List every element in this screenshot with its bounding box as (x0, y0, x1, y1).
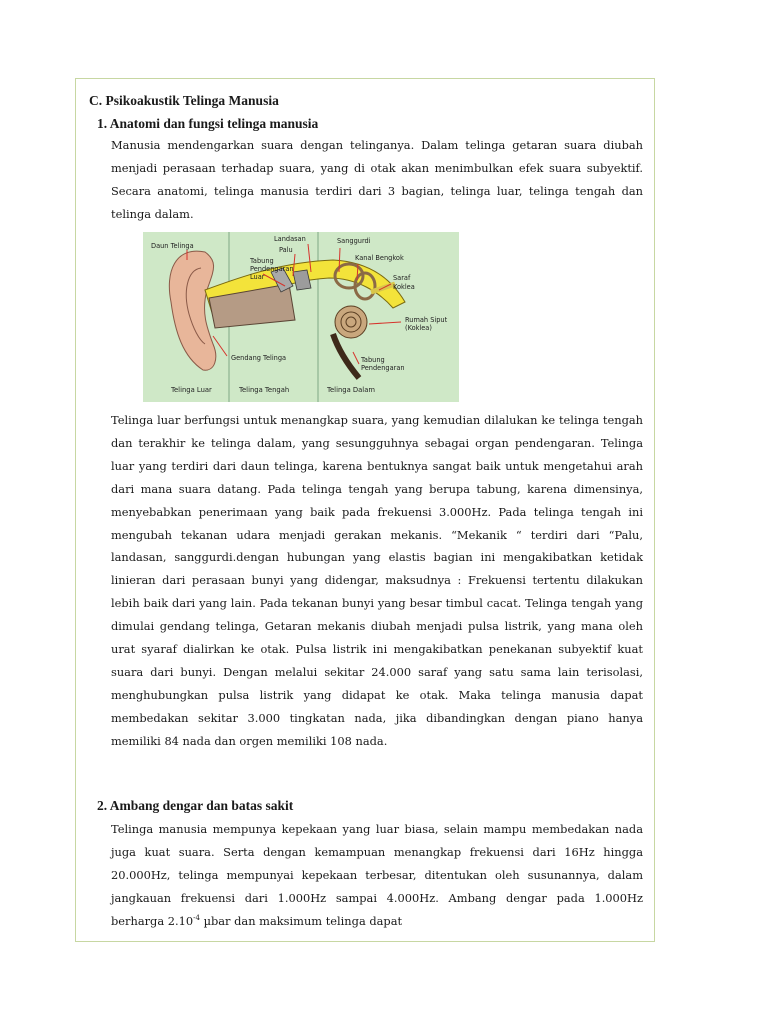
ear-anatomy-figure (143, 232, 459, 402)
label-tabung-1: Tabung (361, 356, 385, 364)
label-daun-telinga: Daun Telinga (151, 242, 194, 250)
label-tabung-luar-2: Pendengaran (250, 265, 294, 273)
label-tabung-2: Pendengaran (361, 364, 405, 372)
label-palu: Palu (279, 246, 293, 254)
label-gendang-telinga: Gendang Telinga (231, 354, 287, 362)
label-telinga-tengah: Telinga Tengah (239, 386, 290, 394)
label-telinga-luar: Telinga Luar (171, 386, 212, 394)
subsection-1-title: 1. Anatomi dan fungsi telinga manusia (97, 116, 319, 131)
label-saraf-1: Saraf (393, 274, 411, 282)
ear-anatomy-diagram (143, 232, 459, 402)
label-rumah-siput-2: (Koklea) (405, 324, 432, 332)
page-frame (75, 78, 655, 942)
body-paragraph: Telinga luar berfungsi untuk menangkap suara, yang kemudian dilalukan ke telinga tengah dan terakhir ke telinga dalam, yang sesungguhnya sebagai organ pendengaran. Telinga luar yang terdiri dari daun telinga, karena bentuknya sangat baik untuk mengetahui arah dari mana suara datang. Pada telinga tengah yang berupa tabung, karena dimensinya, menyebabkan penerimaan yang baik pada frekuensi 3.000Hz. Pada telinga tengah ini mengubah tekanan udara menjadi gerakan mekanis. “Mekanik “ terdiri dari “Palu, landasan, sanggurdi.dengan hubungan yang elastis bagian ini mengakibatkan ketidak linieran dari perasaan bunyi yang didengar, maksudnya : Frekuensi tertentu dilakukan lebih baik dari yang lain. Pada tekanan bunyi yang besar timbul cacat. Telinga tengah yang dimulai gendang telinga, Getaran mekanis diubah menjadi pulsa listrik, yang mana oleh urat syaraf dialirkan ke otak. Pulsa listrik ini mengakibatkan penekanan subyektif kuat suara dari bunyi. Dengan melalui sekitar 24.000 saraf yang satu sama lain terisolasi, menghubungkan pulsa listrik yang didapat ke otak. Maka telinga manusia dapat membedakan sekitar 3.000 tingkatan nada, jika dibandingkan dengan piano hanya memiliki 84 nada dan orgen memiliki 108 nada. (111, 413, 643, 748)
threshold-paragraph (111, 818, 643, 933)
label-rumah-siput-1: Rumah Siput (405, 316, 448, 324)
label-landasan: Landasan (274, 235, 306, 243)
intro-paragraph: Manusia mendengarkan suara dengan telinganya. Dalam telinga getaran suara diubah menjadi perasaan terhadap suara, yang di otak akan menimbulkan efek suara subyektif. Secara anatomi, telinga manusia terdiri dari 3 bagian, telinga luar, telinga tengah dan telinga dalam. (111, 138, 643, 221)
threshold-text: Telinga manusia mempunya kepekaan yang luar biasa, selain mampu membedakan nada juga kuat suara. Serta dengan kemampuan menangkap frekuensi dari 16Hz hingga 20.000Hz, telinga mempunyai kepekaan terbesar, ditentukan oleh susunannya, dalam jangkauan frekuensi dari 1.000Hz sampai 4.000Hz. Ambang dengar pada 1.000Hz berharga 2.10 (111, 822, 643, 928)
label-tabung-luar-3: Luar (250, 273, 265, 281)
label-kanal-bengkok: Kanal Bengkok (355, 254, 404, 262)
section-title: C. Psikoakustik Telinga Manusia (89, 93, 279, 108)
subsection-2-title: 2. Ambang dengar dan batas sakit (97, 798, 294, 813)
label-sanggurdi: Sanggurdi (337, 237, 371, 245)
label-tabung-luar-1: Tabung (250, 257, 274, 265)
label-telinga-dalam: Telinga Dalam (327, 386, 375, 394)
threshold-exponent: -4 (193, 913, 200, 922)
threshold-text-end: µbar dan maksimum telinga dapat (199, 913, 403, 928)
label-saraf-2: Koklea (393, 283, 415, 291)
